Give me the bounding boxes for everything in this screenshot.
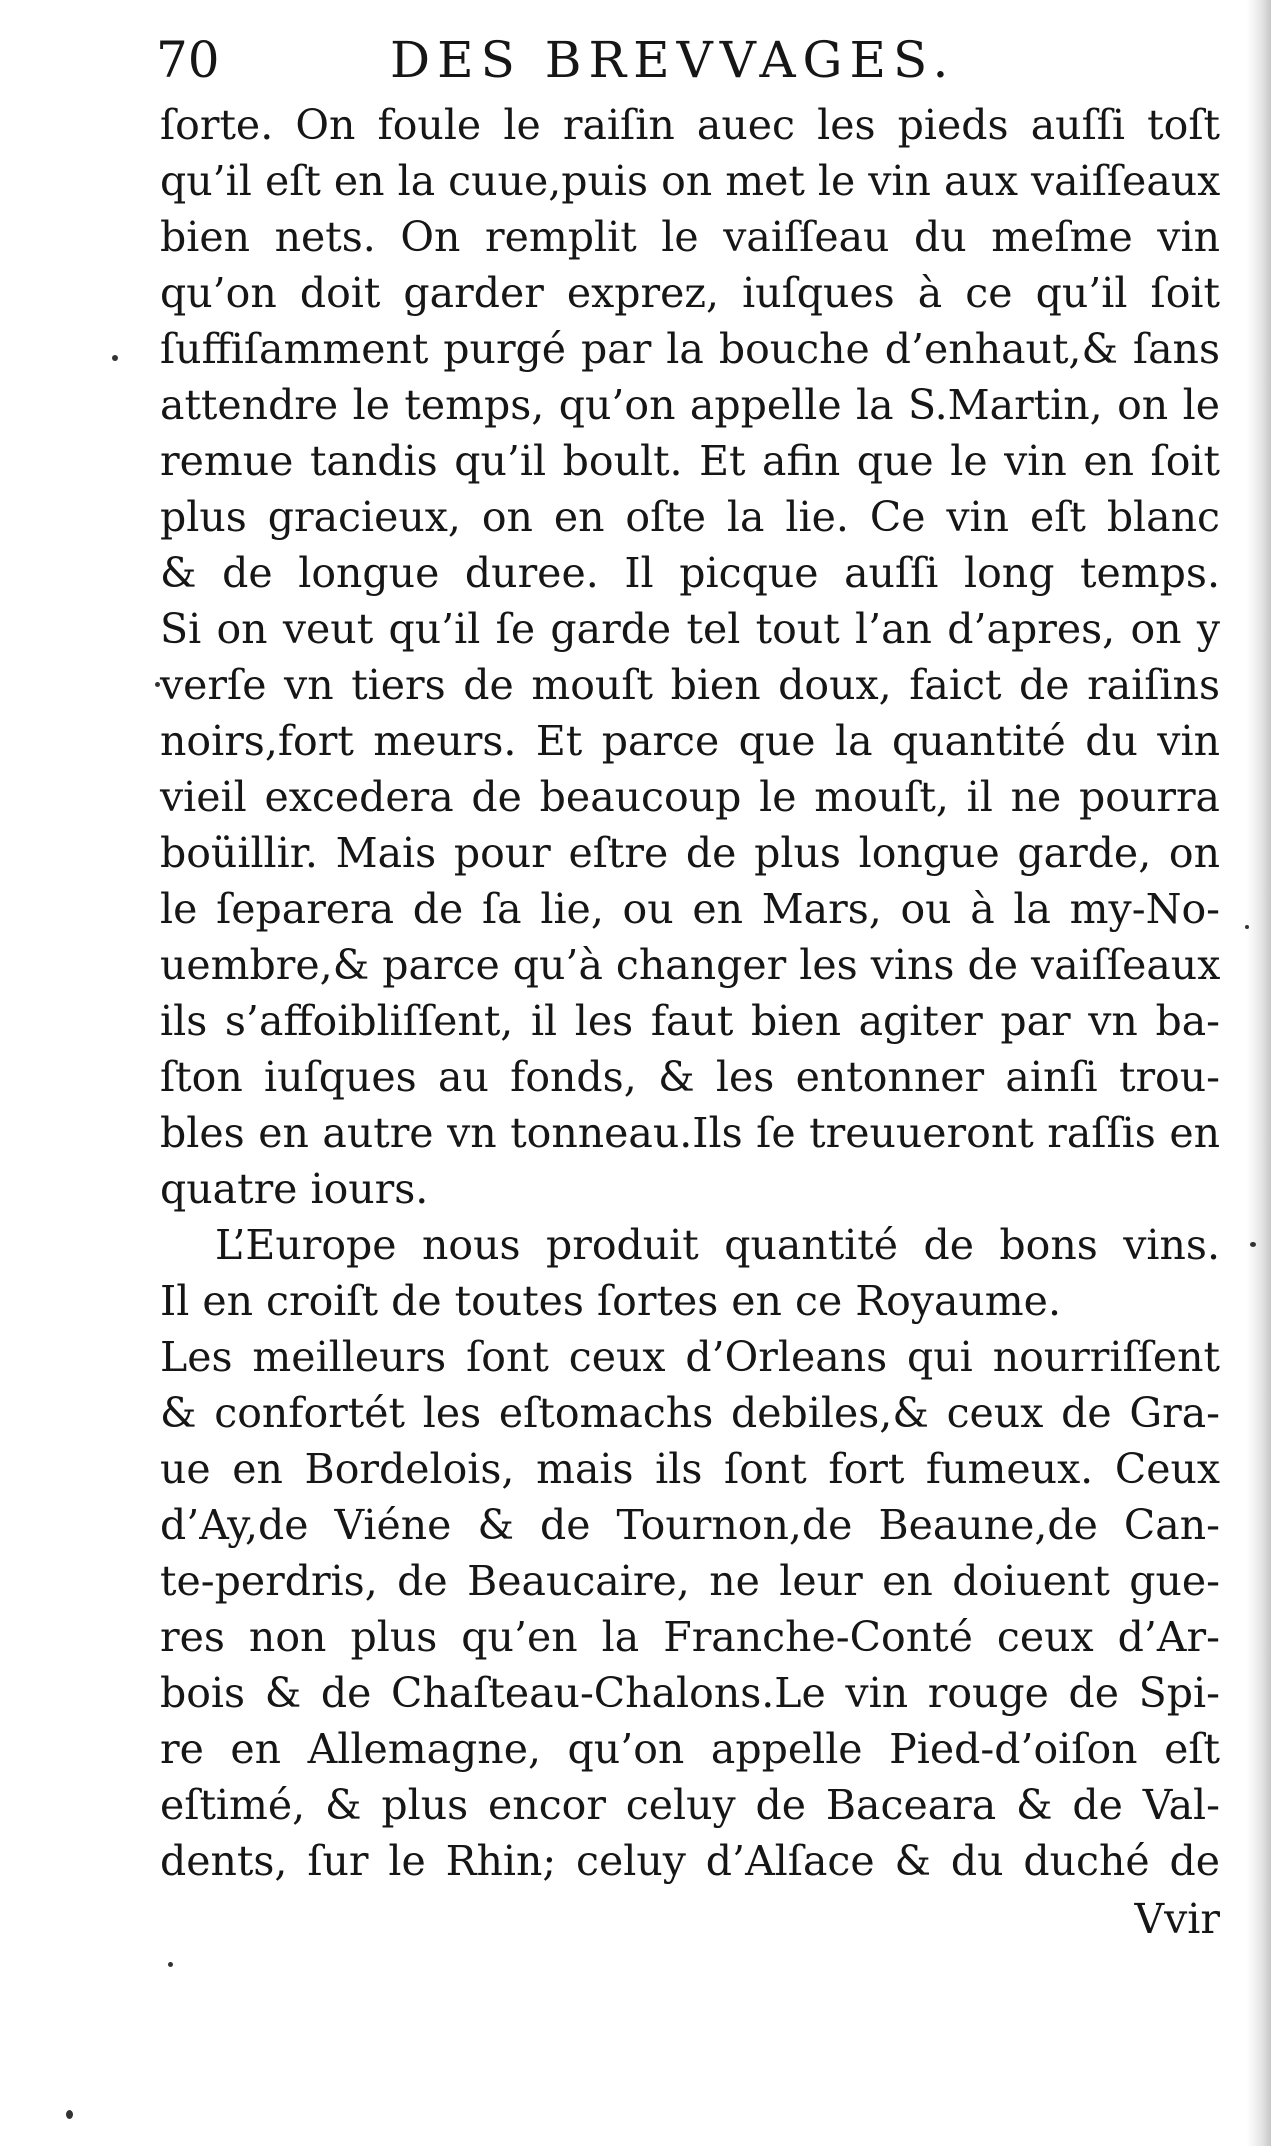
- catchword: Vvir: [1134, 1895, 1220, 1943]
- ink-speck: [155, 682, 160, 687]
- text-line: Il en croiſt de toutes ſortes en ce Royaume.: [160, 1277, 1061, 1325]
- ink-speck: [112, 355, 118, 361]
- text-line: Si on veut qu’il ſe garde tel tout l’an d’apres, on y: [160, 605, 1220, 653]
- page-gutter-shadow: [1247, 0, 1271, 2146]
- text-line: qu’il eſt en la cuue,puis on met le vin aux vaiſſeaux: [160, 157, 1221, 205]
- text-line: Les meilleurs ſont ceux d’Orleans qui nourriſſent: [160, 1333, 1220, 1381]
- running-title: DES BREVVAGES.: [390, 31, 956, 89]
- text-line: attendre le temps, qu’on appelle la S.Martin, on le: [160, 381, 1220, 429]
- text-line: quatre iours.: [160, 1165, 429, 1213]
- text-line: bles en autre vn tonneau.Ils ſe treuueront raſſis en: [160, 1109, 1220, 1157]
- text-line: & de longue duree. Il picque auſſi long temps.: [160, 549, 1220, 597]
- text-line: remue tandis qu’il boult. Et afin que le vin en ſoit: [160, 437, 1220, 485]
- text-line: ue en Bordelois, mais ils ſont fort fumeux. Ceux: [160, 1445, 1220, 1493]
- ink-speck: [66, 2110, 73, 2119]
- paragraph-first-line: L’Europe nous produit quantité de bons vins.: [215, 1221, 1220, 1269]
- text-line: res non plus qu’en la Franche-Conté ceux d’Ar-: [160, 1613, 1220, 1661]
- text-line: boüillir. Mais pour eſtre de plus longue garde, on: [160, 829, 1220, 877]
- text-line: qu’on doit garder exprez, iuſques à ce qu’il ſoit: [160, 269, 1220, 317]
- text-line: bien nets. On remplit le vaiſſeau du meſme vin: [160, 213, 1220, 261]
- text-line: plus gracieux, on en oſte la lie. Ce vin eſt blanc: [160, 493, 1220, 541]
- text-line: ils s’affoibliſſent, il les faut bien agiter par vn ba-: [160, 997, 1220, 1045]
- text-line: d’Ay,de Viéne & de Tournon,de Beaune,de Can-: [160, 1501, 1220, 1549]
- text-line: eſtimé, & plus encor celuy de Baceara & de Val-: [160, 1781, 1220, 1829]
- text-line: noirs,fort meurs. Et parce que la quantité du vin: [160, 717, 1220, 765]
- text-line: dents, ſur le Rhin; celuy d’Alſace & du duché de: [160, 1837, 1220, 1885]
- text-line: le ſeparera de ſa lie, ou en Mars, ou à la my-No-: [160, 885, 1220, 933]
- text-line: re en Allemagne, qu’on appelle Pied-d’oiſon eſt: [160, 1725, 1220, 1773]
- text-line: & confortét les eſtomachs debiles,& ceux de Gra-: [160, 1389, 1220, 1437]
- text-line: ſuffiſamment purgé par la bouche d’enhaut,& ſans: [160, 325, 1220, 373]
- text-line: uembre,& parce qu’à changer les vins de vaiſſeaux: [160, 941, 1221, 989]
- text-line: vieil excedera de beaucoup le mouſt, il ne pourra: [160, 773, 1220, 821]
- text-line: te-perdris, de Beaucaire, ne leur en doiuent gue-: [160, 1557, 1220, 1605]
- page-number: 70: [156, 31, 220, 89]
- ink-speck: [1250, 1242, 1256, 1247]
- text-line: ſton iuſques au fonds, & les entonner ainſi trou-: [160, 1053, 1220, 1101]
- text-line: verſe vn tiers de mouſt bien doux, faict de raiſins: [160, 661, 1220, 709]
- body-text: [160, 96, 1221, 1943]
- ink-speck: [1245, 925, 1249, 929]
- text-line: ſorte. On foule le raiſin auec les pieds auſſi toſt: [160, 101, 1220, 149]
- ink-speck: [168, 1962, 173, 1967]
- page-header: [150, 22, 1210, 96]
- text-line: bois & de Chaſteau-Chalons.Le vin rouge de Spi-: [160, 1669, 1220, 1717]
